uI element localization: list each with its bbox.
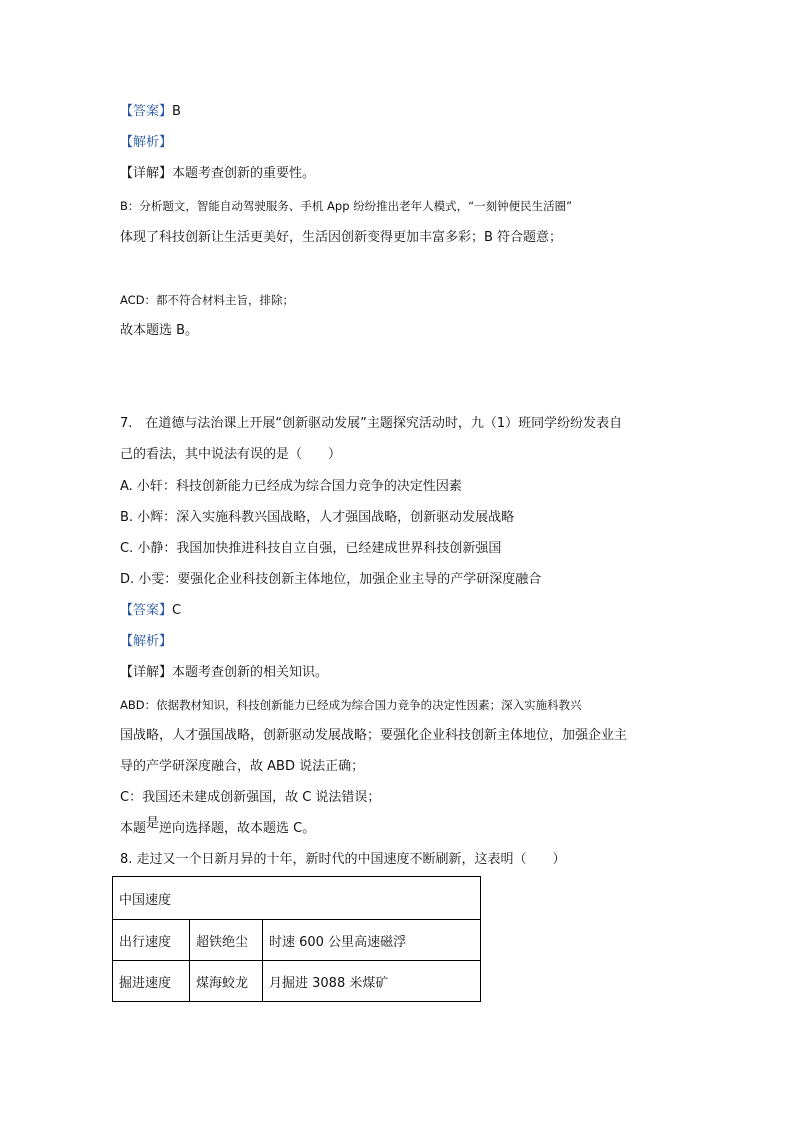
q7-stem-line2: 己的看法，其中说法有误的是（ ） [120, 447, 342, 462]
q6-para-acd: ACD：都不符合材料主旨，排除； [120, 293, 295, 307]
q7-abd-line3: 导的产学研深度融合，故 ABD 说法正确； [120, 759, 365, 774]
table-header-row [113, 877, 481, 920]
q7-conclusion [120, 816, 316, 838]
q7-answer-value: C [172, 603, 182, 618]
table-cell-category: 出行速度 [113, 920, 190, 961]
table-cell-category: 掘进速度 [113, 961, 190, 1002]
table-row [113, 920, 481, 961]
q7-para-c: C：我国还未建成创新强国，故 C 说法错误； [120, 790, 381, 805]
q7-answer-tag: 【答案】 [120, 603, 173, 618]
q8-stem: 8. 走过又一个日新月异的十年，新时代的中国速度不断刷新，这表明（ ） [120, 852, 566, 867]
q6-detail-line [120, 165, 315, 183]
q7-conclusion-raised: 是 [146, 816, 160, 831]
table-cell-detail: 月掘进 3088 米煤矿 [263, 961, 481, 1002]
table-cell-detail: 时速 600 公里高速磁浮 [263, 920, 481, 961]
table-cell-nickname: 煤海蛟龙 [190, 961, 263, 1002]
q6-detail-text: 本题考查创新的重要性。 [172, 166, 316, 181]
q7-option-b: B. 小辉：深入实施科教兴国战略，人才强国战略，创新驱动发展战略 [120, 510, 515, 525]
q7-detail-tag: 【详解】 [120, 665, 173, 680]
q7-abd-line1: ABD：依据教材知识，科技创新能力已经成为综合国力竞争的决定性因素；深入实施科教兴 [120, 698, 582, 712]
q7-option-a: A. 小轩：科技创新能力已经成为综合国力竞争的决定性因素 [120, 479, 462, 494]
q6-para-b-line2: 体现了科技创新让生活更美好，生活因创新变得更加丰富多彩；B 符合题意； [120, 230, 563, 245]
q6-para-b-line1: B：分析题文，智能自动驾驶服务、手机 App 纷纷推出老年人模式，“一刻钟便民生活圈” [120, 199, 573, 213]
table-header-cell: 中国速度 [113, 877, 481, 920]
q7-answer-line [120, 602, 181, 620]
q7-detail-text: 本题考查创新的相关知识。 [172, 665, 329, 680]
q6-answer-line [120, 103, 181, 121]
q7-option-c: C. 小静：我国加快推进科技自立自强，已经建成世界科技创新强国 [120, 541, 502, 556]
q7-analysis-tag: 【解析】 [120, 634, 173, 649]
table-row [113, 961, 481, 1002]
q7-option-d: D. 小雯：要强化企业科技创新主体地位，加强企业主导的产学研深度融合 [120, 572, 542, 587]
q7-conclusion-a: 本题 [120, 821, 147, 836]
q6-analysis-tag: 【解析】 [120, 135, 173, 150]
table-cell-nickname: 超铁绝尘 [190, 920, 263, 961]
q6-detail-tag: 【详解】 [120, 166, 173, 181]
q7-abd-line2: 国战略，人才强国战略，创新驱动发展战略；要强化企业科技创新主体地位，加强企业主 [120, 728, 628, 743]
q6-answer-tag: 【答案】 [120, 104, 173, 119]
q7-detail-line [120, 664, 328, 682]
china-speed-table [112, 876, 481, 1002]
q6-conclusion: 故本题选 B。 [120, 323, 199, 338]
q7-stem-line1: 7. 在道德与法治课上开展“创新驱动发展”主题探究活动时，九（1）班同学纷纷发表自 [120, 416, 623, 431]
q7-conclusion-b: 逆向选择题，故本题选 C。 [159, 821, 316, 836]
q6-answer-value: B [172, 104, 181, 119]
